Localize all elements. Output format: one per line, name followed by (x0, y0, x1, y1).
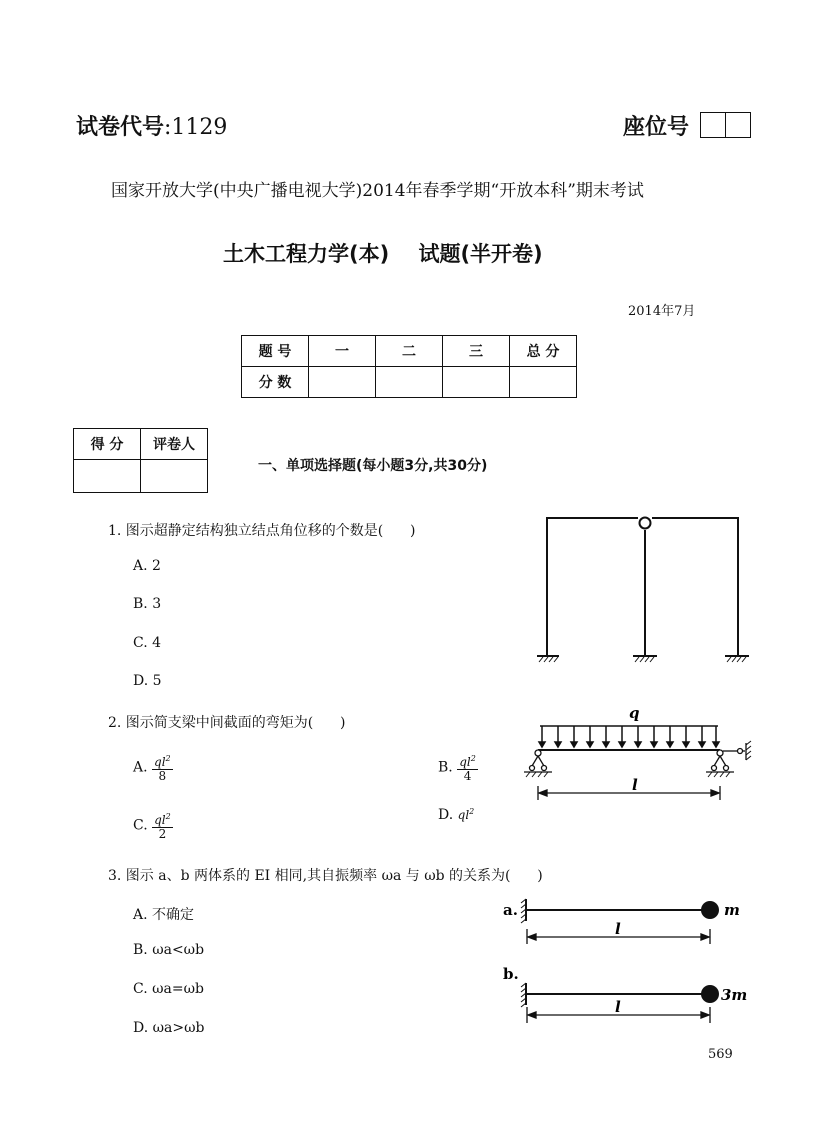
q3-fig-a-mass (701, 901, 719, 919)
q3-fig-a-mass-label: m (724, 901, 740, 919)
q3-fig-a-label: a. (503, 901, 518, 919)
q1-stem: 1. 图示超静定结构独立结点角位移的个数是( ) (108, 523, 416, 539)
q3-option-b[interactable]: B. ωa<ωb (133, 942, 205, 958)
score-value-label: 分 数 (242, 367, 309, 398)
q2-option-c-label: C. (133, 817, 148, 834)
q2-option-d-value: $ql^2$ (457, 807, 475, 822)
q2-beam-figure (520, 700, 760, 810)
score-table-value-row (242, 367, 577, 398)
q1-frame-figure (525, 505, 755, 675)
q2-span-label: l (632, 776, 638, 794)
grader-score-value[interactable] (74, 460, 141, 493)
q1-option-b[interactable]: B. 3 (133, 596, 162, 612)
score-table (241, 335, 577, 398)
score-value-2[interactable] (376, 367, 443, 398)
seat-box-2[interactable] (725, 112, 751, 138)
q2-option-c[interactable] (133, 810, 173, 841)
subject-title: 土木工程力学(本) 试题(半开卷) (223, 242, 543, 266)
q2-option-d[interactable] (438, 807, 474, 823)
score-cell-1: 一 (309, 336, 376, 367)
q2-option-a-label: A. (133, 759, 148, 776)
exam-date: 2014年7月 (628, 304, 696, 319)
seat-box-1[interactable] (700, 112, 726, 138)
seat-number (623, 110, 689, 141)
q3-option-c[interactable]: C. ωa=ωb (133, 981, 204, 997)
exam-code-label: 试卷代号 (76, 115, 165, 140)
score-cell-2: 二 (376, 336, 443, 367)
q2-stem: 2. 图示简支梁中间截面的弯矩为( ) (108, 715, 346, 731)
q2-option-a[interactable] (133, 752, 173, 783)
q3-option-d[interactable]: D. ωa>ωb (133, 1020, 205, 1036)
seat-number-label: 座位号 (623, 115, 690, 140)
q2-option-d-label: D. (438, 807, 454, 823)
grader-box (73, 428, 208, 493)
score-value-3[interactable] (443, 367, 510, 398)
score-value-total[interactable] (510, 367, 577, 398)
exam-code (76, 110, 227, 141)
q2-option-b-label: B. (438, 759, 453, 776)
q1-option-c[interactable]: C. 4 (133, 635, 162, 651)
grader-score-label: 得 分 (74, 429, 141, 460)
grader-name-value[interactable] (141, 460, 208, 493)
q3-fig-b-mass-label: 3m (721, 986, 748, 1004)
page-number: 569 (708, 1047, 733, 1062)
score-cell-label: 题 号 (242, 336, 309, 367)
q1-option-a[interactable]: A. 2 (133, 558, 161, 574)
grader-name-label: 评卷人 (141, 429, 208, 460)
grader-value-row (74, 460, 208, 493)
q3-fig-b-span-label: l (615, 998, 621, 1016)
q1-option-d[interactable]: D. 5 (133, 673, 162, 689)
q3-fig-a-span-label: l (615, 920, 621, 938)
q2-option-a-fraction: $\frac{ql^2}{8}$ (154, 754, 171, 783)
score-cell-total: 总 分 (510, 336, 577, 367)
section1-heading: 一、单项选择题(每小题3分,共30分) (258, 458, 488, 474)
q2-option-b-fraction: $\frac{ql^2}{4}$ (459, 754, 476, 783)
score-value-1[interactable] (309, 367, 376, 398)
q2-load-label: q (629, 704, 640, 722)
exam-title: 国家开放大学(中央广播电视大学)2014年春季学期“开放本科”期末考试 (111, 181, 644, 201)
score-table-header-row (242, 336, 577, 367)
q2-option-c-fraction: $\frac{ql^2}{2}$ (154, 812, 171, 841)
q2-option-b[interactable] (438, 752, 478, 783)
q3-cantilever-figure (498, 893, 768, 1033)
q3-stem: 3. 图示 a、b 两体系的 EI 相同,其自振频率 ωa 与 ωb 的关系为( ) (108, 868, 543, 884)
q3-fig-b-mass (701, 985, 719, 1003)
score-cell-3: 三 (443, 336, 510, 367)
q3-fig-b-label: b. (503, 965, 519, 983)
grader-header-row (74, 429, 208, 460)
q3-option-a[interactable]: A. 不确定 (133, 907, 195, 923)
exam-code-value: :1129 (164, 115, 228, 140)
